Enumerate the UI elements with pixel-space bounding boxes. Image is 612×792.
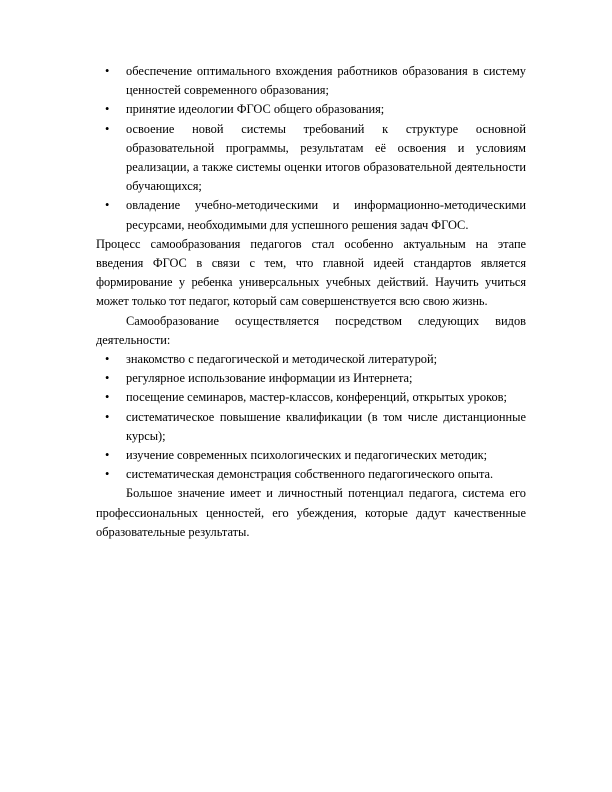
list-item xyxy=(96,196,526,234)
bullet-icon: • xyxy=(105,467,110,482)
bullet-icon: • xyxy=(105,409,110,424)
goals-list xyxy=(96,62,526,235)
paragraph-activities-intro: Самообразование осуществляется посредством следующих видов деятельности: xyxy=(96,313,526,347)
bullet-icon: • xyxy=(105,64,110,78)
list-item xyxy=(96,120,526,197)
bullet-icon: • xyxy=(105,390,110,405)
list-item xyxy=(96,62,526,100)
document-body xyxy=(96,62,526,542)
list-item xyxy=(96,408,526,446)
list-item xyxy=(96,465,526,484)
bullet-icon: • xyxy=(105,198,110,213)
list-item-text: посещение семинаров, мастер-классов, конференций, открытых уроков; xyxy=(126,390,507,405)
bullet-icon: • xyxy=(105,448,110,463)
list-item-text: обеспечение оптимального вхождения работников образования в систему ценностей современного образования; xyxy=(126,64,526,98)
bullet-icon: • xyxy=(105,352,110,367)
bullet-icon: • xyxy=(105,371,110,386)
list-item xyxy=(96,446,526,465)
list-item xyxy=(96,100,526,119)
list-item xyxy=(96,388,526,407)
paragraph-self-education-process: Процесс самообразования педагогов стал особенно актуальным на этапе введения ФГОС в связи с тем, что главной идеей стандартов является формирование у ребенка универсальных учебных действий. Научить учиться может только тот педагог, который сам совершенствуется всю свою жизнь. xyxy=(96,236,526,309)
list-item xyxy=(96,369,526,388)
list-item-text: регулярное использование информации из Интернета; xyxy=(126,371,413,386)
paragraph-personal-potential: Большое значение имеет и личностный потенциал педагога, система его профессиональных ценностей, его убеждения, которые дадут качественные образовательные результаты. xyxy=(96,486,526,539)
list-item-text: овладение учебно-методическими и информационно-методическими ресурсами, необходимыми для успешного решения задач ФГОС. xyxy=(126,198,526,232)
list-item-text: принятие идеологии ФГОС общего образования; xyxy=(126,102,385,117)
list-item-text: освоение новой системы требований к структуре основной образовательной программы, результатам её освоения и условиям реализации, а также системы оценки итогов образовательной деятельности обучающихся; xyxy=(126,121,526,194)
bullet-icon: • xyxy=(105,121,110,136)
list-item-text: систематическая демонстрация собственного педагогического опыта. xyxy=(126,467,494,482)
list-item-text: знакомство с педагогической и методической литературой; xyxy=(126,352,438,367)
list-item-text: систематическое повышение квалификации (в том числе дистанционные курсы); xyxy=(126,409,526,443)
list-item xyxy=(96,350,526,369)
list-item-text: изучение современных психологических и педагогических методик; xyxy=(126,448,488,463)
activities-list xyxy=(96,350,526,484)
bullet-icon: • xyxy=(105,102,110,117)
